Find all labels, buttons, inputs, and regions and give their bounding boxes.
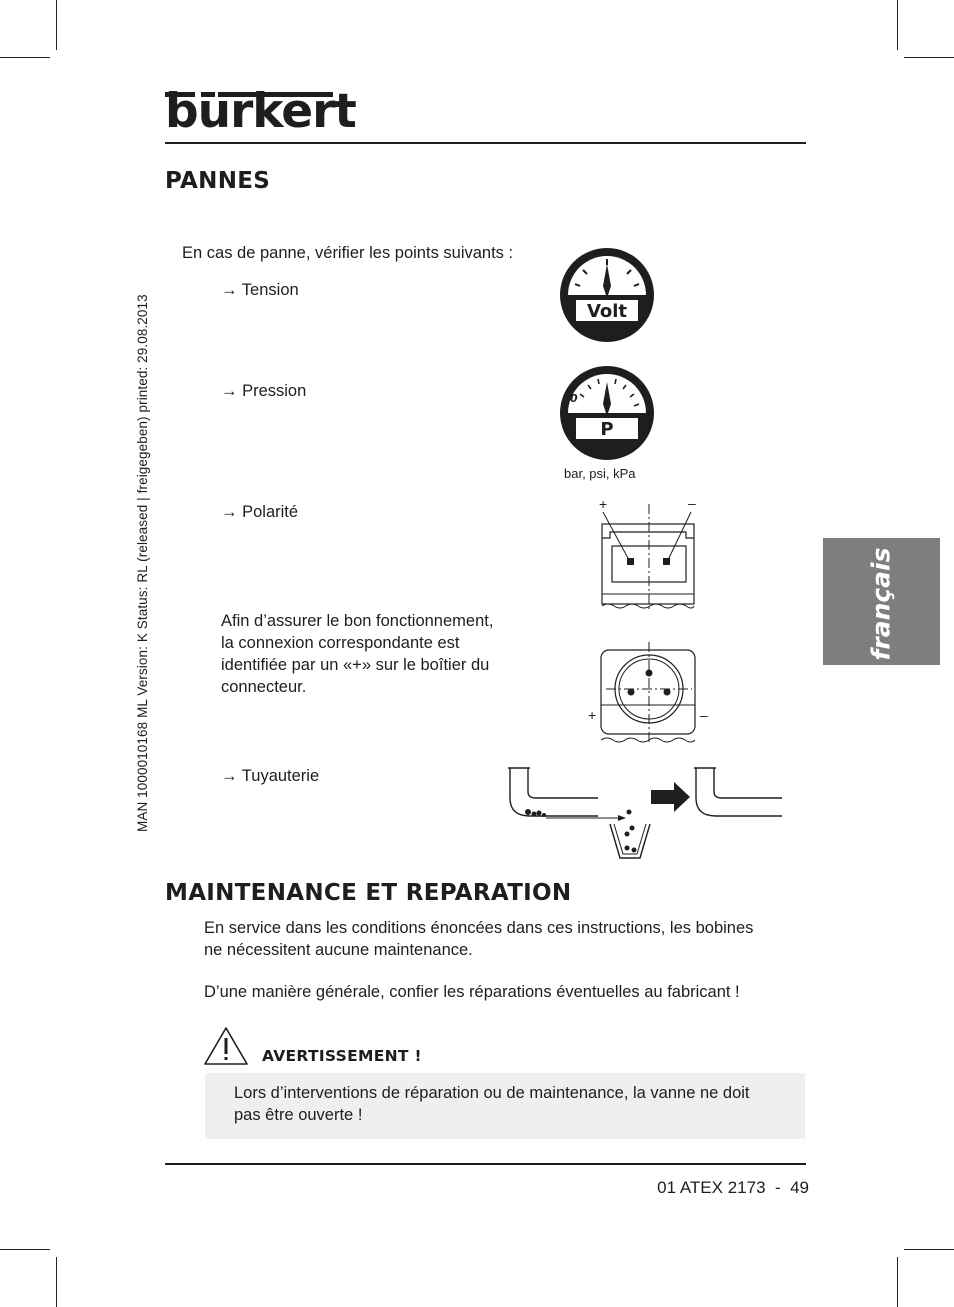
polarity-note-line: Afin d’assurer le bon fonctionnement, <box>221 612 494 630</box>
polarity-note <box>221 610 493 698</box>
crop-mark <box>904 1249 954 1250</box>
section-title-pannes: PANNES <box>165 168 271 194</box>
check-item-pression <box>221 380 306 402</box>
minus-sign: – <box>700 707 708 723</box>
polarity-note-line: identifiée par un «+» sur le boîtier du <box>221 656 490 674</box>
arrow-icon: → <box>221 281 238 299</box>
voltmeter-label: Volt <box>586 301 628 322</box>
warning-box <box>205 1073 805 1139</box>
header-rule <box>165 142 806 144</box>
arrow-icon: → <box>221 382 238 400</box>
language-tab-label: français <box>866 547 896 661</box>
language-tab <box>823 538 940 665</box>
crop-mark <box>56 0 57 50</box>
burkert-logo: burkert <box>165 84 356 139</box>
paragraph-line: En service dans les conditions énoncées dans ces instructions, les bobines <box>204 919 754 937</box>
connector-front-icon <box>586 640 712 746</box>
page-footer-ref: 01 ATEX 2173 - 49 <box>657 1178 809 1197</box>
plus-sign: + <box>588 707 597 723</box>
voltmeter-icon <box>558 246 656 344</box>
polarity-note-line: connecteur. <box>221 678 307 696</box>
warning-line: pas être ouverte ! <box>234 1106 363 1124</box>
check-item-label: Tension <box>241 281 299 299</box>
pressure-units: bar, psi, kPa <box>564 466 636 481</box>
maintenance-paragraph-2: D’une manière générale, confier les réparations éventuelles au fabricant ! <box>204 983 740 1001</box>
crop-mark <box>0 1249 50 1250</box>
check-item-tension <box>221 279 299 301</box>
crop-mark <box>897 1257 898 1307</box>
warning-text <box>234 1082 794 1126</box>
document-meta-vertical: MAN 1000010168 ML Version: K Status: RL (released | freigegeben) printed: 29.08.2013 <box>135 294 150 832</box>
check-item-label: Pression <box>242 382 307 400</box>
warning-title: AVERTISSEMENT ! <box>262 1047 422 1065</box>
crop-mark <box>0 57 50 58</box>
paragraph-line: ne nécessitent aucune maintenance. <box>204 941 473 959</box>
arrow-icon: → <box>221 503 238 521</box>
piping-cleaning-icon <box>506 764 788 862</box>
check-item-label: Tuyauterie <box>241 767 320 785</box>
maintenance-paragraph-1 <box>204 917 804 961</box>
section-title-maintenance: MAINTENANCE ET REPARATION <box>165 880 572 906</box>
pressure-gauge-icon <box>558 364 656 462</box>
minus-sign: – <box>688 495 696 511</box>
pressure-zero-label: 0 <box>570 392 578 405</box>
crop-mark <box>904 57 954 58</box>
warning-triangle-icon <box>203 1026 249 1066</box>
plus-sign: + <box>599 496 608 512</box>
pannes-intro: En cas de panne, vérifier les points suivants : <box>182 244 514 262</box>
check-item-tuyauterie <box>221 765 319 787</box>
arrow-icon: → <box>221 767 238 785</box>
check-item-label: Polarité <box>242 503 299 521</box>
crop-mark <box>56 1257 57 1307</box>
check-item-polarite <box>221 501 298 523</box>
connector-polarity-icon <box>586 494 710 616</box>
polarity-note-line: la connexion correspondante est <box>221 634 460 652</box>
footer-rule <box>165 1163 806 1165</box>
crop-mark <box>897 0 898 50</box>
warning-line: Lors d’interventions de réparation ou de maintenance, la vanne ne doit <box>234 1084 750 1102</box>
pressure-gauge-label: P <box>600 419 614 440</box>
